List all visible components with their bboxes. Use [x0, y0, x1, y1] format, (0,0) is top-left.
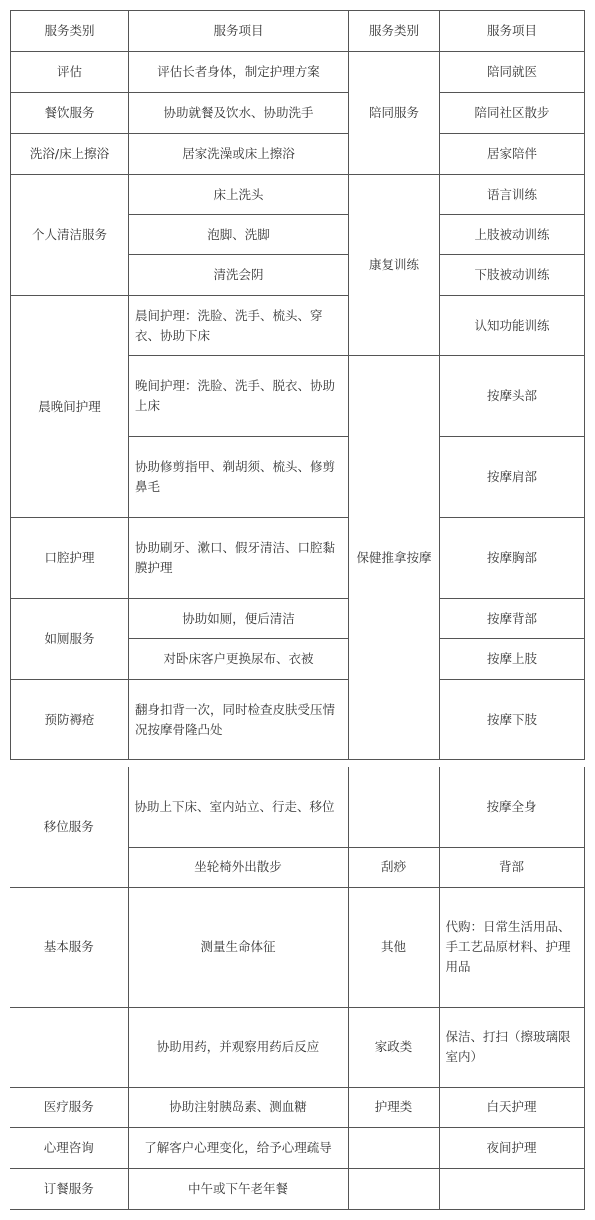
- category-cell: 预防褥疮: [11, 680, 129, 760]
- category-cell: 基本服务: [10, 887, 128, 1007]
- table-row: [11, 175, 585, 215]
- table-row: [10, 1007, 584, 1087]
- table-row: [11, 296, 585, 356]
- empty-cell: [348, 1168, 439, 1209]
- category-cell: 如厕服务: [11, 599, 129, 680]
- category-cell: 个人清洁服务: [11, 175, 129, 296]
- category-cell: 刮痧: [348, 847, 439, 887]
- item-cell: 晚间护理：洗脸、洗手、脱衣、协助上床: [129, 356, 349, 437]
- item-cell: 背部: [439, 847, 584, 887]
- item-cell: 按摩肩部: [440, 437, 585, 518]
- table-row: [11, 680, 585, 760]
- table-row: [10, 1168, 584, 1209]
- item-cell: 对卧床客户更换尿布、衣被: [129, 639, 349, 680]
- item-cell: 代购：日常生活用品、手工艺品原材料、护理用品: [439, 887, 584, 1007]
- item-cell: 夜间护理: [439, 1127, 584, 1168]
- item-cell: 按摩胸部: [440, 518, 585, 599]
- category-cell: 晨晚间护理: [11, 296, 129, 518]
- empty-cell: [439, 1168, 584, 1209]
- item-cell: 陪同社区散步: [440, 93, 585, 134]
- item-cell: 中午或下午老年餐: [128, 1168, 348, 1209]
- table-row: [11, 93, 585, 134]
- category-cell: 家政类: [348, 1007, 439, 1087]
- category-cell: 心理咨询: [10, 1127, 128, 1168]
- category-cell: 评估: [11, 52, 129, 93]
- category-cell: 医疗服务: [10, 1087, 128, 1127]
- item-cell: 语言训练: [440, 175, 585, 215]
- item-cell: 按摩背部: [440, 599, 585, 639]
- empty-cell: [348, 1127, 439, 1168]
- item-cell: 认知功能训练: [440, 296, 585, 356]
- item-cell: 按摩下肢: [440, 680, 585, 760]
- item-cell: 协助如厕，便后清洁: [129, 599, 349, 639]
- item-cell: 按摩头部: [440, 356, 585, 437]
- category-cell: 保健推拿按摩: [349, 356, 440, 760]
- table-row: [10, 1087, 584, 1127]
- table-row: [11, 52, 585, 93]
- item-cell: 泡脚、洗脚: [129, 215, 349, 255]
- category-cell: 餐饮服务: [11, 93, 129, 134]
- item-cell: 保洁、打扫（擦玻璃限室内）: [439, 1007, 584, 1087]
- header-item-2: 服务项目: [440, 11, 585, 52]
- table-row: [10, 887, 584, 1007]
- item-cell: 居家洗澡或床上擦浴: [129, 134, 349, 175]
- item-cell: 床上洗头: [129, 175, 349, 215]
- header-category-2: 服务类别: [349, 11, 440, 52]
- category-cell: 口腔护理: [11, 518, 129, 599]
- category-cell: 移位服务: [10, 767, 128, 887]
- service-table-part1: [10, 10, 585, 760]
- header-item: 服务项目: [129, 11, 349, 52]
- empty-cell: [348, 767, 439, 847]
- table-row: [11, 134, 585, 175]
- service-table-part2: [10, 767, 585, 1210]
- item-cell: 协助上下床、室内站立、行走、移位: [128, 767, 348, 847]
- item-cell: 协助刷牙、漱口、假牙清洁、口腔黏膜护理: [129, 518, 349, 599]
- category-cell: 其他: [348, 887, 439, 1007]
- category-cell: 康复训练: [349, 175, 440, 356]
- item-cell: 晨间护理：洗脸、洗手、梳头、穿衣、协助下床: [129, 296, 349, 356]
- item-cell: 协助用药，并观察用药后反应: [128, 1007, 348, 1087]
- item-cell: 上肢被动训练: [440, 215, 585, 255]
- table-row: [11, 599, 585, 639]
- item-cell: 坐轮椅外出散步: [128, 847, 348, 887]
- item-cell: 清洗会阴: [129, 255, 349, 296]
- item-cell: 陪同就医: [440, 52, 585, 93]
- header-category: 服务类别: [11, 11, 129, 52]
- table-row: [10, 1127, 584, 1168]
- item-cell: 协助就餐及饮水、协助洗手: [129, 93, 349, 134]
- item-cell: 评估长者身体，制定护理方案: [129, 52, 349, 93]
- item-cell: 白天护理: [439, 1087, 584, 1127]
- item-cell: 协助注射胰岛素、测血糖: [128, 1087, 348, 1127]
- item-cell: 测量生命体征: [128, 887, 348, 1007]
- category-cell: 护理类: [348, 1087, 439, 1127]
- item-cell: 翻身扣背一次，同时检查皮肤受压情况按摩骨隆凸处: [129, 680, 349, 760]
- item-cell: 协助修剪指甲、剃胡须、梳头、修剪鼻毛: [129, 437, 349, 518]
- table-row: [10, 767, 584, 847]
- item-cell: 按摩上肢: [440, 639, 585, 680]
- table-header-row: [11, 11, 585, 52]
- category-cell: 订餐服务: [10, 1168, 128, 1209]
- item-cell: 了解客户心理变化，给予心理疏导: [128, 1127, 348, 1168]
- empty-cell: [10, 1007, 128, 1087]
- category-cell: 洗浴/床上擦浴: [11, 134, 129, 175]
- item-cell: 按摩全身: [439, 767, 584, 847]
- table-row: [11, 518, 585, 599]
- item-cell: 下肢被动训练: [440, 255, 585, 296]
- item-cell: 居家陪伴: [440, 134, 585, 175]
- category-cell: 陪同服务: [349, 52, 440, 175]
